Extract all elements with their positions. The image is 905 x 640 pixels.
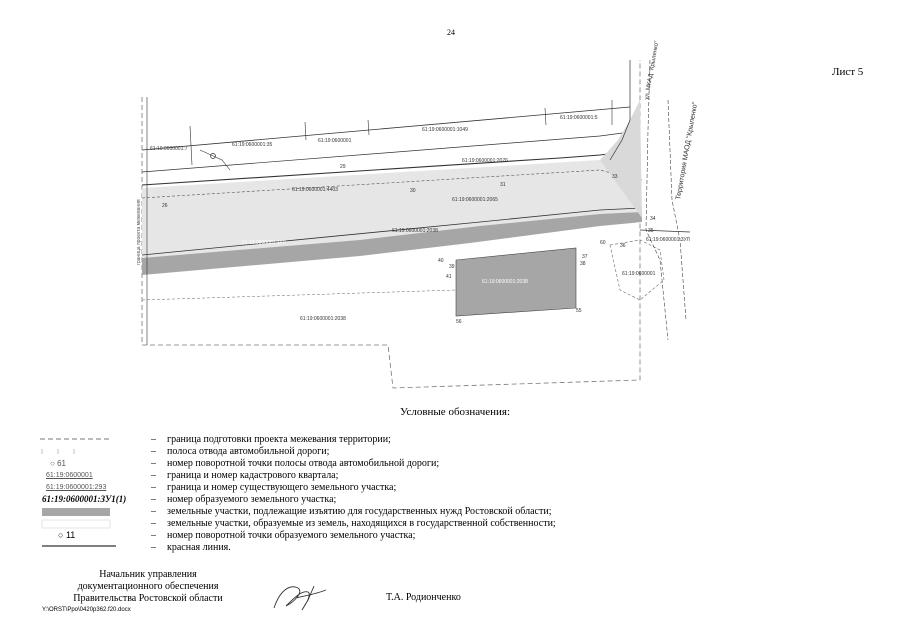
- road-label-1: ул. МКАД "Крыленко": [644, 40, 661, 101]
- parcel-label-3: 61:19:0600001:1049: [422, 127, 468, 133]
- legend-text: граница и номер кадастрового квартала;: [167, 470, 339, 481]
- legend-symbol-red-line: [40, 542, 120, 555]
- legend-symbol-text: 61:19:0600001:293: [46, 484, 107, 491]
- parcel-label-7: 61:19:0600001:2065: [452, 197, 498, 203]
- point-number-10: 39: [449, 264, 455, 270]
- parcel-label-2: 61:19:0600001: [318, 138, 352, 144]
- signature-line-1: Начальник управления: [99, 569, 197, 580]
- point-number-5: 34: [650, 216, 656, 222]
- point-number-7: 36: [620, 243, 626, 249]
- legend-dash: –: [151, 506, 156, 517]
- signature-line-2: документационного обеспечения: [77, 581, 219, 592]
- legend-dash: –: [151, 542, 156, 553]
- legend-text: полоса отвода автомобильной дороги;: [167, 446, 330, 457]
- legend-row-red-line: [0, 542, 905, 555]
- left-vertical-label: граница проекта межевания: [136, 199, 142, 265]
- legend-symbol-text: 61:19:0600001:ЗУ1(1): [42, 494, 127, 504]
- legend-dash: –: [151, 530, 156, 541]
- legend-dash: –: [151, 518, 156, 529]
- point-number-15: 56: [456, 319, 462, 325]
- parcel-label-5: 61:19:0600001:2076: [462, 158, 508, 164]
- parcel-label-9: 61:19:0600001:3УЛ: [646, 237, 690, 243]
- east-parcel: [610, 240, 664, 300]
- legend-text: земельные участки, образуемые из земель, находящихся в государственной собственности;: [167, 518, 556, 529]
- legend-symbol-new-point: ○ 11: [58, 530, 76, 540]
- point-number-0: 26: [162, 203, 168, 209]
- legend-dash: –: [151, 470, 156, 481]
- road-label-2: Территория МАОД "Крыленко": [675, 101, 700, 201]
- parcel-divider-4: [545, 108, 546, 125]
- legend-dash: –: [151, 458, 156, 469]
- legend-text: номер образуемого земельного участка;: [167, 494, 337, 505]
- legend-text: номер поворотной точки полосы отвода автомобильной дороги;: [167, 458, 440, 469]
- parcel-label-11: 61:19:0600001:2038: [300, 316, 346, 322]
- parcel-label-0: 61:19:0600001:7: [150, 146, 188, 152]
- signature-line-3: Правительства Ростовской области: [73, 593, 223, 604]
- signature-position: [48, 569, 248, 605]
- legend-symbol-text: 61:19:0600001: [46, 472, 93, 479]
- legend-text: номер поворотной точки образуемого земельного участка;: [167, 530, 416, 541]
- legend-dash: –: [151, 434, 156, 445]
- point-number-3: 31: [500, 182, 506, 188]
- parcel-label-4: 61:19:0600001:5: [560, 115, 598, 121]
- point-number-2: 30: [410, 188, 416, 194]
- point-number-14: 55: [576, 308, 582, 314]
- parcel-label-13: 61:19:0600001:2038: [392, 228, 438, 234]
- legend-text: земельные участки, подлежащие изъятию для государственных нужд Ростовской области;: [167, 506, 552, 517]
- parcel-label-1: 61:19:0600001:35: [232, 142, 273, 148]
- point-number-11: 40: [438, 258, 444, 264]
- parcel-label-12: 61:19:0600001: [622, 271, 656, 277]
- south-parcel-line: [142, 290, 456, 300]
- point-number-9: 38: [580, 261, 586, 267]
- point-number-13: 60: [600, 240, 606, 246]
- parcel-label-10: 61:19:0600001:2038: [482, 279, 528, 285]
- point-number-6: 35: [648, 228, 654, 234]
- legend-symbol-text: 11: [65, 530, 76, 540]
- point-number-4: 33: [612, 174, 618, 180]
- legend-dash: –: [151, 446, 156, 457]
- legend-dash: –: [151, 482, 156, 493]
- parcel-line-top: [142, 107, 630, 150]
- point-number-12: 41: [446, 274, 452, 280]
- sheet-label: Лист 5: [832, 66, 864, 78]
- parcel-label-8: 61:19:0600001:3УЛ: [242, 240, 286, 246]
- legend-text: красная линия.: [167, 542, 231, 553]
- parcel-label-6: 61:19:0600001:4403: [292, 187, 338, 193]
- page-number: 24: [447, 28, 455, 37]
- east-road-right-2: [668, 100, 686, 320]
- legend-symbol-road-point: ○ 61: [50, 459, 66, 468]
- signer-name: Т.А. Родионченко: [386, 592, 461, 603]
- legend-text: граница подготовки проекта межевания территории;: [167, 434, 391, 445]
- parcel-divider-3: [368, 120, 369, 135]
- legend-dash: –: [151, 494, 156, 505]
- legend-title: Условные обозначения:: [400, 406, 511, 418]
- point-number-1: 29: [340, 164, 346, 170]
- legend-symbol-text: 61: [57, 459, 66, 468]
- file-path: Y:\ORST\Ppo\0420p362.f20.docx: [42, 607, 131, 613]
- handwritten-signature: [268, 580, 330, 616]
- legend-text: граница и номер существующего земельного участка;: [167, 482, 397, 493]
- point-number-8: 37: [582, 254, 588, 260]
- parcel-divider-2: [305, 122, 306, 140]
- east-road-right: [646, 60, 668, 340]
